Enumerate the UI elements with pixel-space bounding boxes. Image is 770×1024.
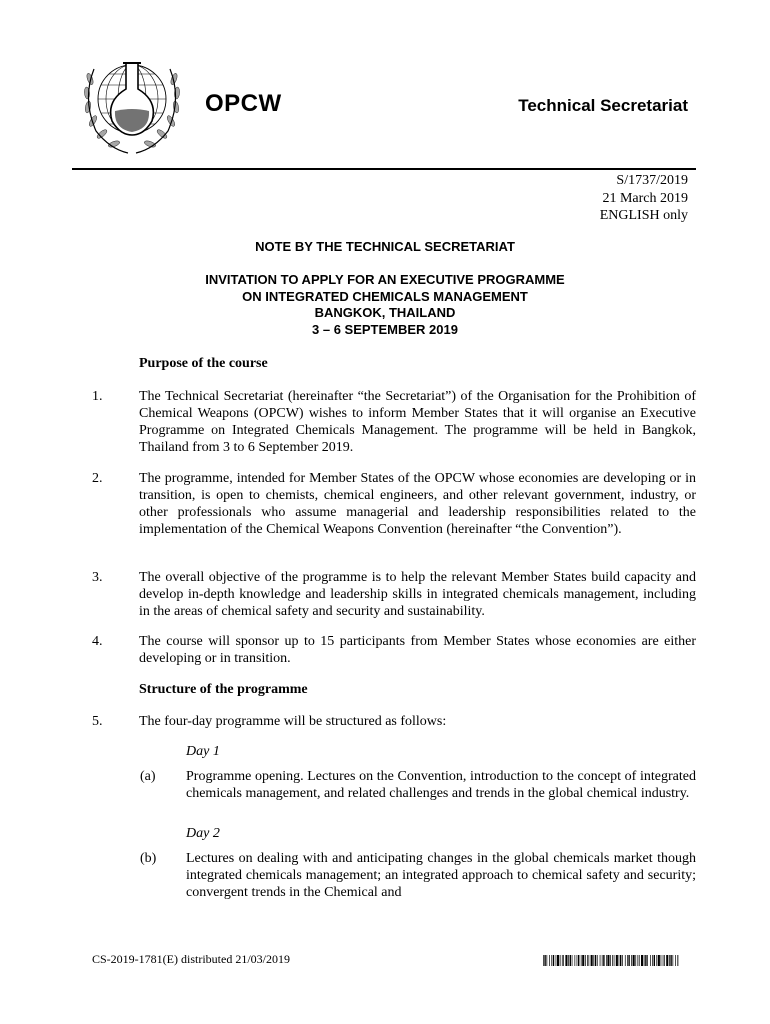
section-heading-structure: Structure of the programme <box>139 682 308 697</box>
note-title: NOTE BY THE TECHNICAL SECRETARIAT <box>255 239 515 254</box>
opcw-emblem-icon <box>76 49 188 161</box>
section-heading-purpose: Purpose of the course <box>139 356 268 371</box>
paragraph <box>92 388 696 456</box>
paragraph-number: 3. <box>92 570 103 585</box>
paragraph-text: The overall objective of the programme is to help the relevant Member States build capacity and develop in-depth knowledge and leadership skills in integrated chemicals management, including in the areas of chemical safety and security and sustainability. <box>139 570 696 619</box>
document-date: 21 March 2019 <box>602 190 688 206</box>
paragraph-number: 4. <box>92 634 103 649</box>
paragraph-text: The programme, intended for Member States of the OPCW whose economies are developing or in transition, is open to chemists, chemical engineers, and other relevant government, industry, or other professionals who assume managerial and leadership responsibilities related to the implementation of the Chemical Weapons Convention (hereinafter “the Convention”). <box>139 471 696 537</box>
subparagraph-text: Lectures on dealing with and anticipating changes in the global chemicals market though integrated chemicals management; an integrated approach to chemical safety and security; convergent trends in the Chemical and <box>186 851 696 900</box>
document-symbol: S/1737/2019 <box>616 173 688 188</box>
paragraph <box>92 569 696 620</box>
subparagraph-text: Programme opening. Lectures on the Convention, introduction to the concept of integrated chemicals management, and related challenges and trends in the global chemical industry. <box>186 769 696 801</box>
day-label: Day 2 <box>186 826 220 841</box>
day-label: Day 1 <box>186 744 220 759</box>
paragraph-number: 5. <box>92 714 103 729</box>
invitation-line: BANGKOK, THAILAND <box>314 305 456 320</box>
paragraph <box>92 470 696 538</box>
invitation-line: INVITATION TO APPLY FOR AN EXECUTIVE PROGRAMME <box>205 272 565 287</box>
paragraph-text: The course will sponsor up to 15 participants from Member States whose economies are either developing or in transition. <box>139 634 696 666</box>
distribution-footer: CS-2019-1781(E) distributed 21/03/2019 <box>92 952 290 966</box>
invitation-line: ON INTEGRATED CHEMICALS MANAGEMENT <box>242 288 528 304</box>
document-language: ENGLISH only <box>599 208 688 223</box>
subparagraph-letter: (a) <box>140 769 156 784</box>
subparagraph <box>140 850 696 901</box>
header-rule <box>72 168 696 170</box>
barcode-icon <box>543 955 679 966</box>
paragraph-number: 1. <box>92 389 103 404</box>
paragraph <box>92 713 696 730</box>
invitation-line: 3 – 6 SEPTEMBER 2019 <box>312 321 458 337</box>
paragraph-text: The four-day programme will be structured as follows: <box>139 714 447 729</box>
paragraph-number: 2. <box>92 471 103 486</box>
secretariat-name: Technical Secretariat <box>518 96 688 115</box>
subparagraph-letter: (b) <box>140 851 157 866</box>
organisation-name: OPCW <box>205 90 282 117</box>
invitation-title <box>0 272 770 338</box>
paragraph <box>92 633 696 667</box>
subparagraph <box>140 768 696 802</box>
paragraph-text: The Technical Secretariat (hereinafter “the Secretariat”) of the Organisation for the Prohibition of Chemical Weapons (OPCW) wishes to inform Member States that it will organise an Executive Programme on Integrated Chemicals Management. The programme will be held in Bangkok, Thailand from 3 to 6 September 2019. <box>139 389 696 455</box>
document-info <box>600 172 688 225</box>
